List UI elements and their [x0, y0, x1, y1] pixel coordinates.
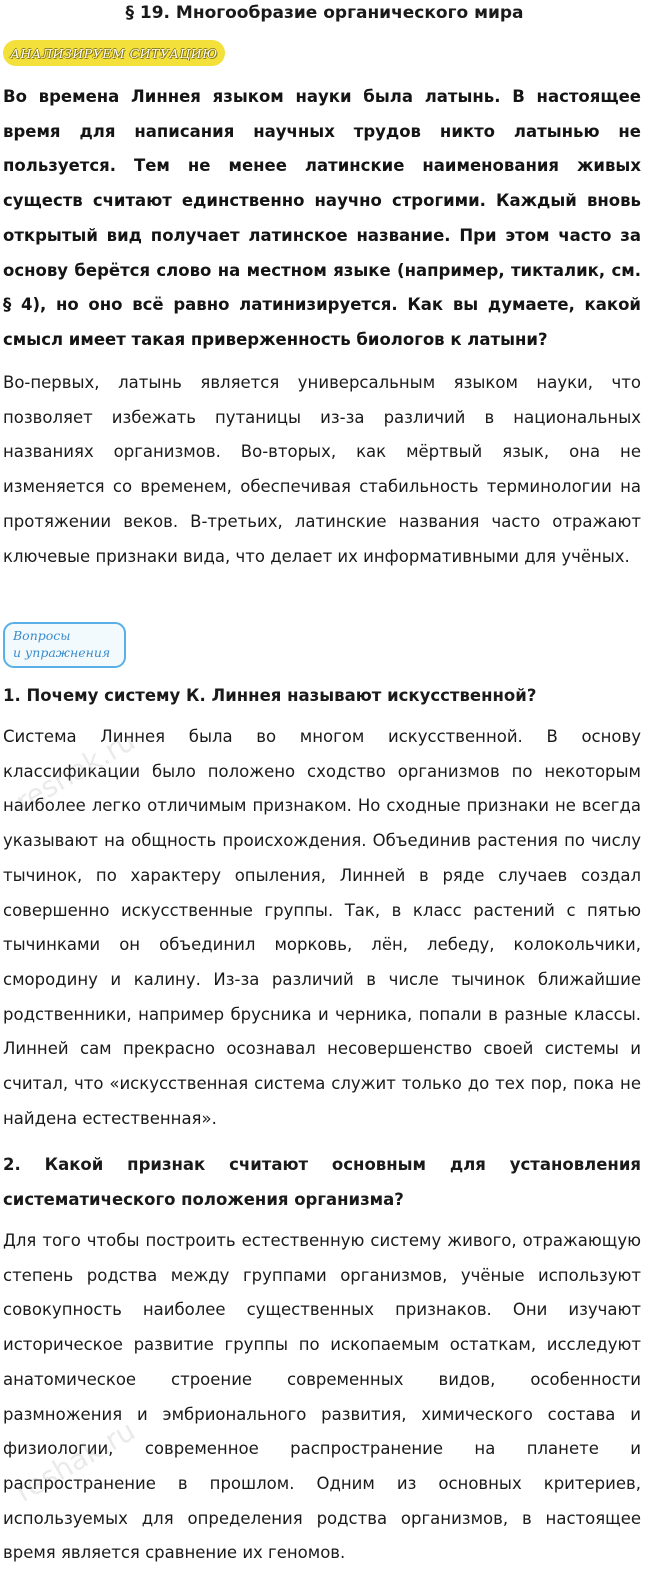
watermark: reshak.ru: [10, 724, 141, 819]
situation-prompt: Во времена Линнея языком науки была латынь. В настоящее время для написания научных трудов никто латынью не пользуется. Тем не менее латинские наименования живых существ считают единственно научно строгими. Каждый вновь открытый вид получает латинское название. При этом часто за основу берётся слово на местном языке (например, тикталик, см. § 4), но оно всё равно латинизируется. Как вы думаете, какой смысл имеет такая приверженность биологов к латыни?: [3, 87, 641, 349]
question-1: 1. Почему систему К. Линнея называют искусственной?: [3, 686, 537, 705]
questions-badge-line1: Вопросы: [13, 628, 71, 643]
answer-1: Система Линнея была во многом искусственной. В основу классификации было положено сходство организмов по некоторым наиболее легко отличимым признаком. Но сходные признаки не всегда указывают на общность происхождения. Объединив растения по числу тычинок, по характеру опыления, Линней в ряде случаев создал совершенно искусственные группы. Так, в класс растений с пятью тычинками он объединил морковь, лён, лебеду, колокольчики, смородину и калину. Из-за различий в числе тычинок ближайшие родственники, например брусника и черника, попали в разные классы. Линней сам прекрасно осознавал несовершенство своей системы и считал, что «искусственная система служит только до тех пор, пока не найдена естественная».: [3, 727, 641, 1128]
watermark: reshak.ru: [10, 1414, 141, 1509]
questions-exercises-badge: [3, 622, 126, 668]
analyze-situation-banner: АНАЛИЗИРУЕМ СИТУАЦИЮ: [3, 40, 225, 66]
questions-badge-line2: и упражнения: [13, 645, 111, 660]
situation-answer: Во-первых, латынь является универсальным языком науки, что позволяет избежать путаницы из-за различий в национальных названиях организмов. Во-вторых, как мёртвый язык, она не изменяется со временем, обеспечивая стабильность терминологии на протяжении веков. В-третьих, латинские названия часто отражают ключевые признаки вида, что делает их информативными для учёных.: [3, 373, 641, 566]
answer-2: Для того чтобы построить естественную систему живого, отражающую степень родства между группами организмов, учёные используют совокупность наиболее существенных признаков. Они изучают историческое развитие группы по ископаемым остаткам, исследуют анатомическое строение современных видов, особенности размножения и эмбрионального развития, химического состава и физиологии, современное распространение на планете и распространение в прошлом. Одним из основных критериев, используемых для определения родства организмов, в настоящее время является сравнение их геномов.: [3, 1231, 641, 1563]
page-title: § 19. Многообразие органического мира: [125, 3, 524, 23]
question-2: 2. Какой признак считают основным для установления систематического положения организма?: [3, 1155, 641, 1209]
